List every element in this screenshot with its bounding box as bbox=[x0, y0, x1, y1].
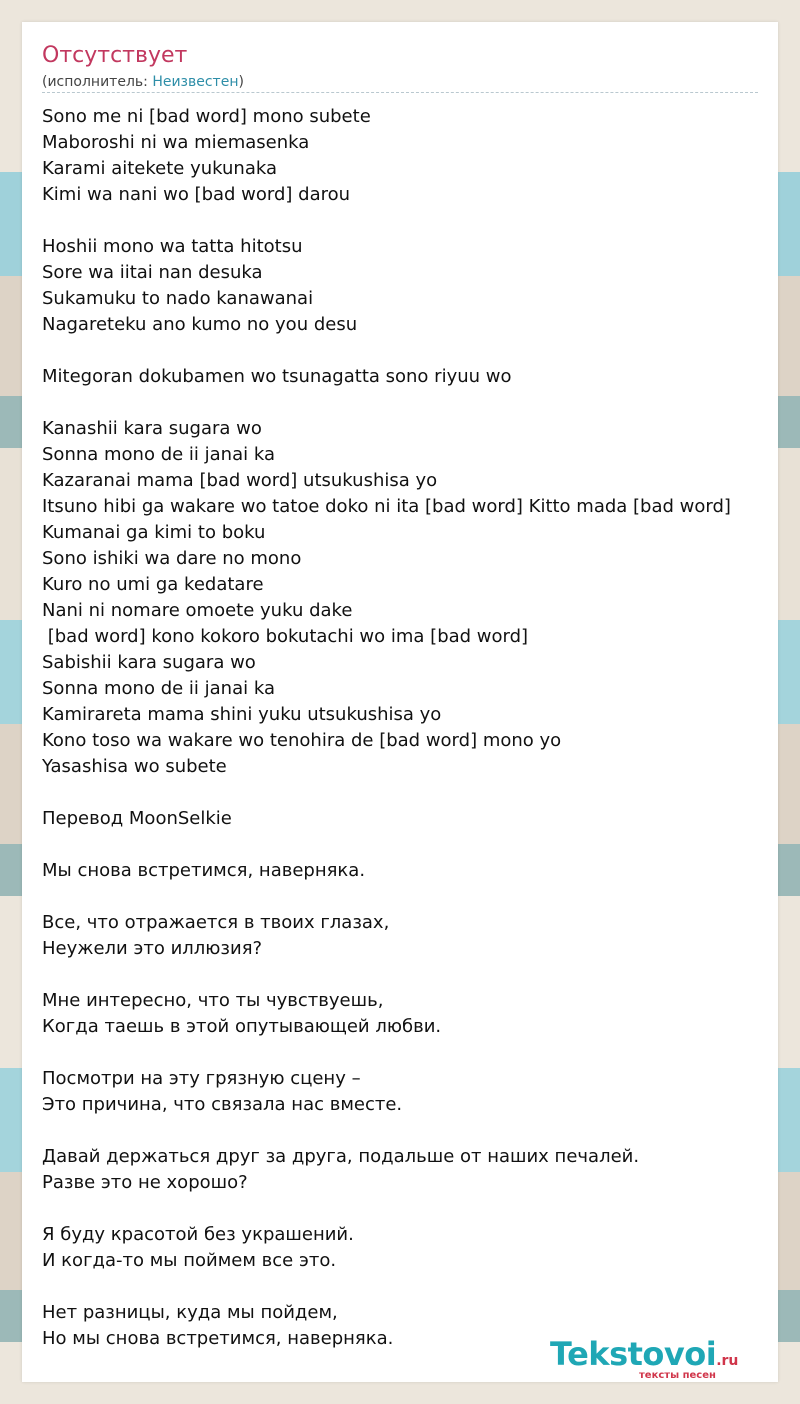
lyrics-card bbox=[22, 22, 778, 1382]
lyric-line: Kuro no umi ga kedatare bbox=[42, 574, 264, 595]
artist-prefix: (исполнитель: bbox=[42, 74, 153, 90]
stanza-break bbox=[42, 208, 758, 234]
lyric-line: Я буду красотой без украшений. bbox=[42, 1224, 354, 1245]
lyric-line: Неужели это иллюзия? bbox=[42, 938, 263, 959]
lyric-line: Sukamuku to nado kanawanai bbox=[42, 288, 314, 309]
lyric-line: Kanashii kara sugara wo bbox=[42, 418, 262, 439]
lyric-line: Sabishii kara sugara wo bbox=[42, 652, 256, 673]
stanza-break bbox=[42, 1040, 758, 1066]
stanza-break bbox=[42, 1274, 758, 1300]
lyric-line: Это причина, что связала нас вместе. bbox=[42, 1094, 403, 1115]
lyric-line: Разве это не хорошо? bbox=[42, 1172, 248, 1193]
stanza-break bbox=[42, 884, 758, 910]
lyric-line: Мы снова встретимся, наверняка. bbox=[42, 860, 366, 881]
lyric-line: Hoshii mono wa tatta hitotsu bbox=[42, 236, 303, 257]
lyric-line: Kono toso wa wakare wo tenohira de [bad word] mono yo bbox=[42, 730, 562, 751]
lyric-line: Но мы снова встретимся, наверняка. bbox=[42, 1328, 394, 1349]
lyric-line: Itsuno hibi ga wakare wo tatoe doko ni ita [bad word] Kitto mada [bad word] bbox=[42, 496, 731, 517]
lyric-line: Maboroshi ni wa miemasenka bbox=[42, 132, 310, 153]
lyric-line: Karami aitekete yukunaka bbox=[42, 158, 277, 179]
lyric-line: Kumanai ga kimi to boku bbox=[42, 522, 266, 543]
lyric-line: Sonna mono de ii janai ka bbox=[42, 678, 275, 699]
lyric-line: Nani ni nomare omoete yuku dake bbox=[42, 600, 353, 621]
song-title: Отсутствует bbox=[42, 43, 188, 68]
lyric-line: Kamirareta mama shini yuku utsukushisa yo bbox=[42, 704, 442, 725]
lyric-line: Sono ishiki wa dare no mono bbox=[42, 548, 302, 569]
lyric-line: Нет разницы, куда мы пойдем, bbox=[42, 1302, 338, 1323]
lyric-line: Kimi wa nani wo [bad word] darou bbox=[42, 184, 351, 205]
lyric-line: Mitegoran dokubamen wo tsunagatta sono riyuu wo bbox=[42, 366, 512, 387]
lyric-line: Мне интересно, что ты чувствуешь, bbox=[42, 990, 384, 1011]
artist-line bbox=[42, 73, 244, 91]
title-divider bbox=[42, 92, 758, 93]
lyric-line: Перевод MoonSelkie bbox=[42, 808, 232, 829]
stanza-break bbox=[42, 962, 758, 988]
lyric-line: Kazaranai mama [bad word] utsukushisa yo bbox=[42, 470, 438, 491]
lyric-line: Sore wa iitai nan desuka bbox=[42, 262, 263, 283]
artist-suffix: ) bbox=[238, 74, 244, 90]
stanza-break bbox=[42, 390, 758, 416]
lyric-line: Давай держаться друг за друга, подальше от наших печалей. bbox=[42, 1146, 640, 1167]
artist-link[interactable]: Неизвестен bbox=[152, 74, 239, 90]
logo-tld: .ru bbox=[716, 1353, 739, 1369]
stanza-break bbox=[42, 832, 758, 858]
lyric-line: Yasashisa wo subete bbox=[42, 756, 227, 777]
lyric-line: Когда таешь в этой опутывающей любви. bbox=[42, 1016, 442, 1037]
stanza-break bbox=[42, 338, 758, 364]
lyric-line: Все, что отражается в твоих глазах, bbox=[42, 912, 390, 933]
lyric-line: Nagareteku ano kumo no you desu bbox=[42, 314, 358, 335]
lyric-line: [bad word] kono kokoro bokutachi wo ima [bad word] bbox=[42, 626, 529, 647]
stanza-break bbox=[42, 1196, 758, 1222]
stanza-break bbox=[42, 780, 758, 806]
logo-tagline: тексты песен bbox=[639, 1370, 716, 1381]
logo-name: Tekstovoi bbox=[550, 1335, 717, 1373]
lyric-line: Sono me ni [bad word] mono subete bbox=[42, 106, 371, 127]
stanza-break bbox=[42, 1118, 758, 1144]
lyric-line: Посмотри на эту грязную сцену – bbox=[42, 1068, 361, 1089]
lyric-line: И когда-то мы поймем все это. bbox=[42, 1250, 337, 1271]
lyrics-text bbox=[42, 104, 758, 1352]
site-logo[interactable] bbox=[550, 1334, 770, 1384]
lyric-line: Sonna mono de ii janai ka bbox=[42, 444, 275, 465]
